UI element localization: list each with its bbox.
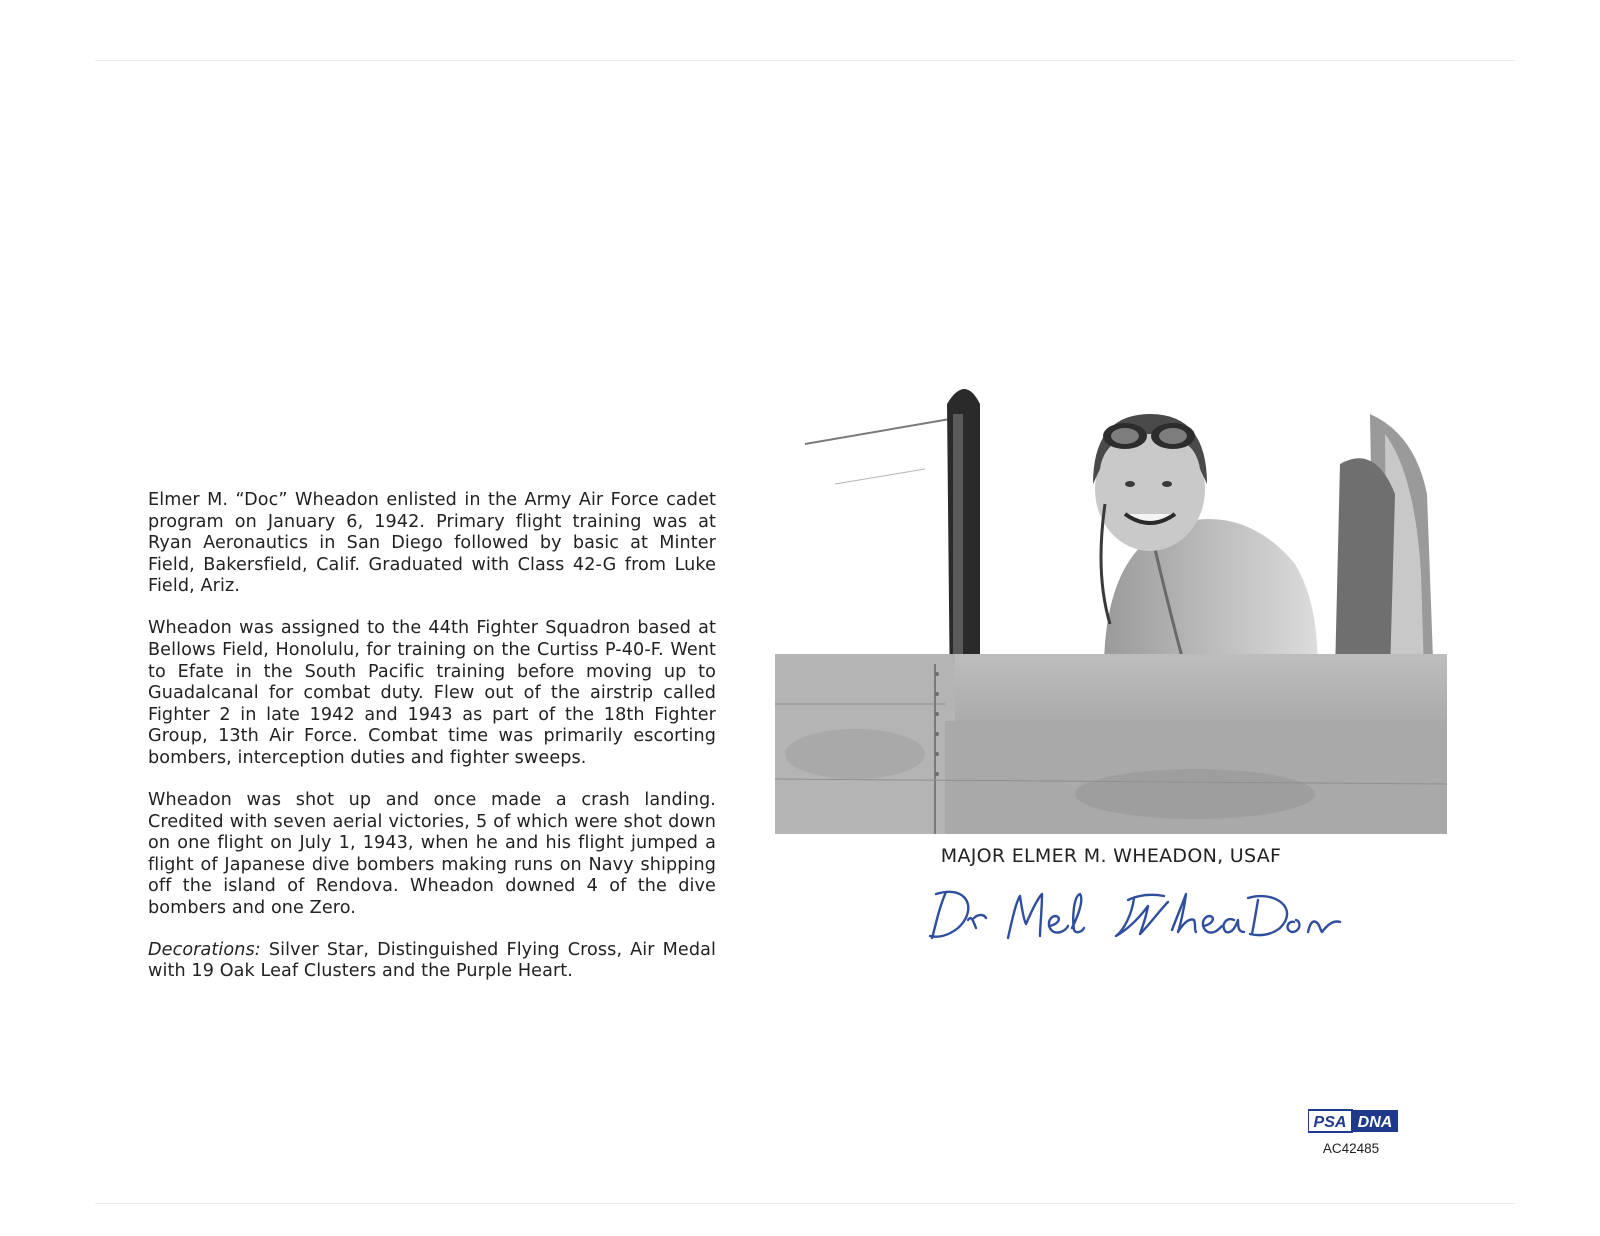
- dna-logo-text: DNA: [1357, 1114, 1393, 1131]
- psa-dna-logo: [1308, 1108, 1398, 1134]
- bio-decorations: [148, 940, 716, 983]
- decorations-text: Silver Star, Distinguished Flying Cross, Air Medal with 19 Oak Leaf Clusters and the Purple Heart.: [148, 939, 716, 982]
- bio-paragraph-3: Wheadon was shot up and once made a crash landing. Credited with seven aerial victories, 5 of which were shot down on one flight on July 1, 1943, when he and his flight jumped a flight of Japanese dive bombers making runs on Navy shipping off the island of Rendova. Wheadon downed 4 of the dive bombers and one Zero.: [148, 789, 716, 918]
- top-edge-line: [95, 60, 1515, 61]
- bio-paragraph-1: Elmer M. “Doc” Wheadon enlisted in the Army Air Force cadet program on January 6, 1942. Primary flight training was at Ryan Aeronautics in San Diego followed by basic at Minter Field, Bakersfield, Calif. Graduated with Class 42-G from Luke Field, Ariz.: [148, 490, 716, 597]
- autograph-signature: [928, 880, 1368, 950]
- bottom-edge-line: [95, 1203, 1515, 1204]
- biography-text: [148, 490, 716, 983]
- pilot-photo: [775, 374, 1447, 834]
- photo-caption: MAJOR ELMER M. WHEADON, USAF: [940, 845, 1282, 867]
- bio-paragraph-2: Wheadon was assigned to the 44th Fighter Squadron based at Bellows Field, Honolulu, for training on the Curtiss P-40-F. Went to Efate in the South Pacific training before moving up to Guadalcanal for combat duty. Flew out of the airstrip called Fighter 2 in late 1942 and 1943 as part of the 18th Fighter Group, 13th Air Force. Combat time was primarily escorting bombers, interception duties and fighter sweeps.: [148, 618, 716, 768]
- psa-logo-text: PSA: [1313, 1114, 1347, 1131]
- authentication-code: AC42485: [1322, 1141, 1380, 1156]
- decorations-label: Decorations:: [148, 939, 261, 960]
